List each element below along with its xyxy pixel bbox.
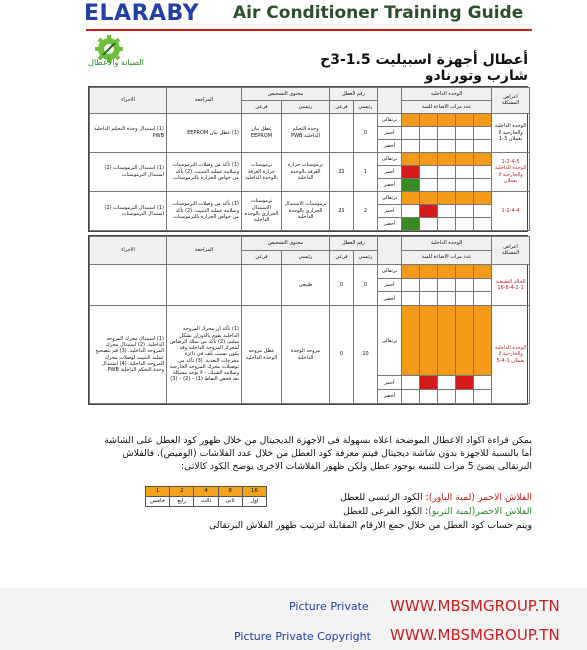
row1-main: 0 (354, 113, 378, 152)
header-divider (86, 29, 532, 31)
header-sub: فرعي (330, 250, 354, 264)
row1-content-sub: عطل بيان EEPROM (242, 113, 282, 152)
header-check: المراجعة (167, 88, 242, 114)
code-ordinal: ثانى (218, 497, 242, 507)
color-label: برتقالى (378, 306, 402, 376)
header-main: رئيسي (354, 100, 378, 113)
header-main: رئيسي (354, 250, 378, 264)
error-table-2 (88, 235, 528, 405)
color-label: أحمر (378, 376, 402, 390)
emblem-caption: الصيانة والأعطال (88, 58, 144, 67)
header-content-sub: فرعي (242, 100, 282, 113)
code-ordinal: خامس (146, 497, 170, 507)
t2-row1-content-main: طبيعى (282, 264, 330, 306)
page-title: أعطال أجهزة اسبيليت 1.5-3ح شارب وتورنادو (320, 52, 528, 84)
t2-row2-main: 10 (354, 306, 378, 404)
row3-main: 2 (354, 191, 378, 230)
color-label: أحمر (378, 165, 402, 178)
color-label: أخضر (378, 292, 402, 306)
row3-content-sub: ترموستات الاستبدال الحراري بالوحدة الداخلية (242, 191, 282, 230)
row1-action: (1) استبدال وحدة التحكم الداخلية PWB (90, 113, 167, 152)
header-problem: اعراض المشكلة (492, 237, 530, 265)
color-label: برتقالى (378, 191, 402, 204)
header-content-main: رئيسي (282, 100, 330, 113)
header-content: محتوى التشخيص (242, 237, 330, 251)
row2-main: 1 (354, 152, 378, 191)
green-flash-label: الفلاش الاخضر(لمبة التربو) (428, 506, 532, 517)
brand-logo: ELARABY (84, 1, 200, 26)
header-indoor: الوحدة الداخلية (402, 88, 492, 101)
row3-problem: 1-2-4-4 (492, 191, 530, 230)
footer-label-2: Picture Private Copyright (234, 630, 371, 643)
header-flash-count: عدد مرات الاضاءة للمبة (402, 100, 492, 113)
header-color-blank (378, 237, 402, 265)
t2-row1-main: 0 (354, 264, 378, 306)
green-flash-meaning: : الكود الفرعى للعطل (343, 506, 429, 517)
t2-row1-check (167, 264, 242, 306)
footer-url-1: WWW.MBSMGROUP.TN (390, 597, 560, 615)
color-label: برتقالى (378, 152, 402, 165)
color-label: أخضر (378, 178, 402, 191)
t2-row1-action (90, 264, 167, 306)
t2-row1-content-sub (242, 264, 282, 306)
header-color-blank (378, 88, 402, 114)
header-problem: اعراض المشكلة (492, 88, 530, 114)
color-label: برتقالى (378, 113, 402, 126)
t2-row2-check: (1) تأكد أن محرك المروحة الداخلية يقوم بالدوران بشكل سليم. (2) تأكد من سلك الرصاص لمحرك المروحة الداخلية وقد يكون بسبب تلف في دائرة مخرجات التغذية. (3) تأكد من توصيلات محرك المروحة الخارجية وسلامة الشبك. - لا يوجد مشكلة بعد فحص النقاط (1) – (2) – (3) (167, 306, 242, 404)
t2-row2-problem: الوحدة الداخلية والخارجية لا يعملان 1-4-5 (492, 306, 530, 404)
code-number: 8 (218, 487, 242, 497)
header-action: الاجراء (90, 237, 167, 265)
row1-content-main: وحدة التحكم الداخلية PWB (282, 113, 330, 152)
color-label: أخضر (378, 217, 402, 230)
color-label: أخضر (378, 390, 402, 404)
red-flash-meaning: : الكود الرئيسى للعطل (340, 492, 429, 503)
row3-content-main: ترموستات الاستبدال الحراري بالوحدة الداخلية (282, 191, 330, 230)
row2-sub: 21 (330, 152, 354, 191)
red-flash-line (92, 491, 532, 504)
code-ordinal: ثالث (194, 497, 218, 507)
code-number: 2 (170, 487, 194, 497)
row2-action: (1) استبدال الترموستات (2) استبدال الترموستات (90, 152, 167, 191)
color-label: أحمر (378, 126, 402, 139)
code-ordinal: اول (242, 497, 266, 507)
code-number: 16 (242, 487, 266, 497)
header-sub: فرعي (330, 100, 354, 113)
t2-row2-content-sub: عطل مروحة الوحدة الداخلية (242, 306, 282, 404)
t2-row2-content-main: مروحة الوحدة الداخلية (282, 306, 330, 404)
header-error-no: رقم العطل (330, 88, 378, 101)
color-label: أحمر (378, 278, 402, 292)
header-content: محتوى التشخيص (242, 88, 330, 101)
code-number: 4 (194, 487, 218, 497)
watermark-footer (0, 588, 587, 650)
header-flash-count: عدد مرات الاضاءة للمبة (402, 250, 492, 264)
header-content-main: رئيسي (282, 250, 330, 264)
code-number: 1 (146, 487, 170, 497)
row2-content-main: ترموستات حرارة الغرفة بالوحدة الداخلية (282, 152, 330, 191)
row1-problem: الوحدة الداخلية والخارجية لا يعملان 3-1 (492, 113, 530, 152)
header-action: الاجراء (90, 88, 167, 114)
color-label: برتقالى (378, 264, 402, 278)
t2-row2-sub: 0 (330, 306, 354, 404)
color-label: أحمر (378, 204, 402, 217)
footer-label-1: Picture Private (289, 600, 369, 613)
row1-sub (330, 113, 354, 152)
row2-problem: 1-2-4-5 الوحدة الداخلية والخارجية لا يعملان (492, 152, 530, 191)
t2-row1-sub: 0 (330, 264, 354, 306)
guide-title: Air Conditioner Training Guide (233, 3, 524, 23)
color-label: أخضر (378, 139, 402, 152)
t2-row1-problem: الحالة الطبيعية 1-2-4-8-16 (492, 264, 530, 306)
calculation-line: ويتم حساب كود العطل من خلال جمع الارقام المقابلة لترتيب ظهور الفلاش البرتقالى (209, 520, 532, 531)
green-flash-line (92, 505, 532, 518)
row3-action: (1) استبدال الترموستات (2) استبدال الترموستات (90, 191, 167, 230)
error-table-1 (88, 86, 528, 232)
row2-check: (1) تأكد من وصلات الترموستات وسلامة عملية التثبيت. (2) تأكد من خواص الحرارة بالترموستات. (167, 152, 242, 191)
footer-url-2: WWW.MBSMGROUP.TN (390, 626, 560, 644)
explanation-paragraph: يمكن قراءة اكواد الاعطال الموضحة اعلاه بسهولة فى الاجهزة الديجيتال من خلال ظهور كود العطل على الشاشة أما بالنسبة للاجهزة بدون شاشة ديجيتال فيتم معرفة كود العطل من خلال عدد الفلاشات (الوميض). فالفلاش البرتقالى يضئ 5 مرات للتنبيه بوجود عطل ولكن ظهور الفلاشات الاخرى يوضح الكود كالاتى: (104, 435, 532, 472)
red-flash-label: الفلاش الاحمر (لمبة الباور) (428, 492, 532, 503)
code-ordinal: رابع (170, 497, 194, 507)
header-check: المراجعة (167, 237, 242, 265)
header-content-sub: فرعي (242, 250, 282, 264)
header-error-no: رقم العطل (330, 237, 378, 251)
t2-row2-action: (1) استبدال محرك المروحة الداخلية. (2) استبدال محرك المروحة الداخلية. (3) قم بتصحيح عملية التثبيت لوصلات محرك المروحة الداخلية. (4) استبدال وحدة التحكم الداخلية PWB. (90, 306, 167, 404)
row1-check: (1) عطل بيان EEPROM (167, 113, 242, 152)
header-indoor: الوحدة الداخلية (402, 237, 492, 251)
row3-sub: 21 (330, 191, 354, 230)
row3-check: (1) تأكد من وصلات الترموستات وسلامة عملية التثبيت. (2) تأكد من خواص الحرارة بالترموستات. (167, 191, 242, 230)
row2-content-sub: ترموستات حرارة الغرفة بالوحدة الداخلية (242, 152, 282, 191)
header (0, 0, 587, 30)
